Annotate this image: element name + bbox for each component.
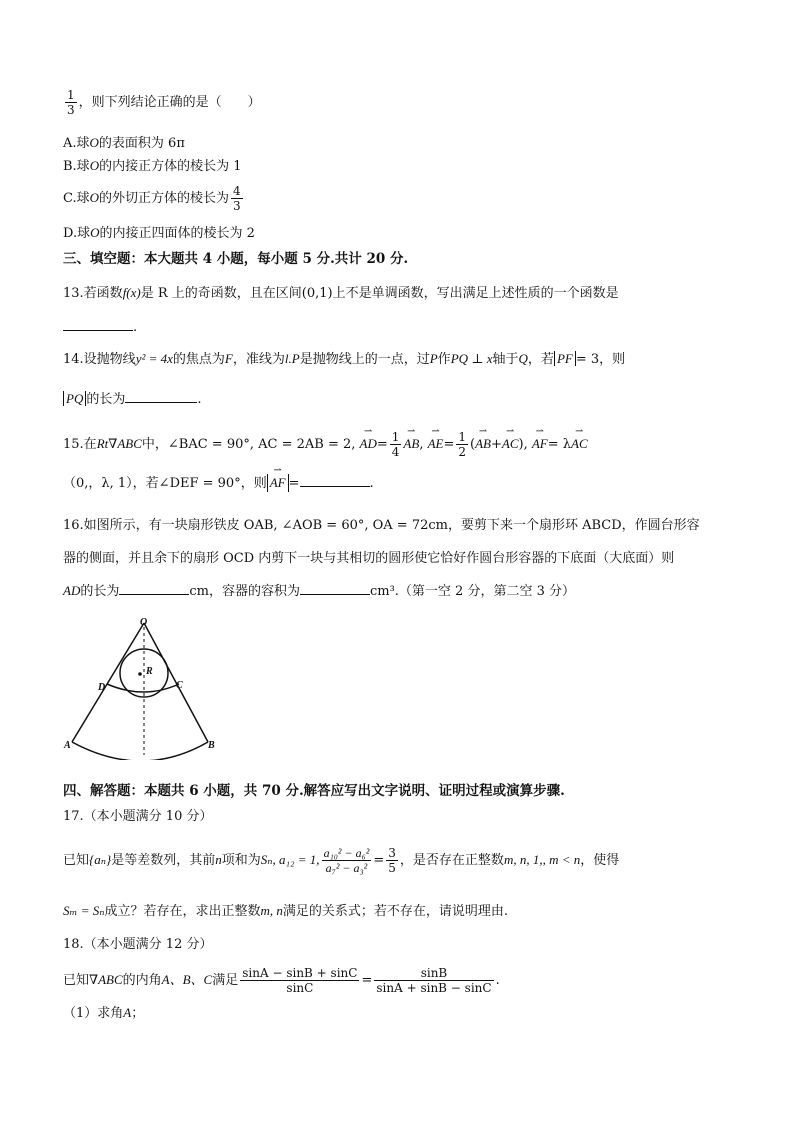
q17-l2a: Sₘ = Sₙ (63, 903, 105, 918)
figure-arc-ab (72, 742, 208, 760)
q12-optD-pre: D.球 (63, 226, 91, 241)
q14-PQabs: PQ (63, 391, 86, 406)
q12-optD-o: O (90, 225, 100, 240)
q18-header: 18.（本小题满分 12 分） (63, 937, 213, 952)
q17-fn: a₁₀² − a₆² (323, 846, 370, 860)
q18-ABC: A、B、C (161, 972, 213, 987)
q12-frac-den: 3 (67, 103, 75, 117)
q17-Sn: Sₙ, a₁₂ = 1, (260, 852, 320, 867)
q17-p1: 已知 (63, 853, 90, 868)
q15-frac1 (390, 430, 402, 459)
q17-fraction-a (322, 846, 372, 875)
q16-line3 (63, 582, 575, 601)
q15-p1: 15.在 (63, 437, 97, 452)
q14-p5: 作 (437, 352, 451, 367)
q15-f2d: 2 (458, 445, 467, 459)
q17-an: {aₙ} (89, 852, 112, 867)
q12-optA-post: 的表面积为 6π (98, 136, 185, 151)
q12-optA-pre: A.球 (63, 136, 90, 151)
q15-answer-line (63, 474, 374, 493)
q17-p4: ，是否存在正整数 (399, 853, 504, 868)
q16-blank-1[interactable] (119, 582, 189, 595)
q14-end: . (197, 392, 202, 407)
q15-AF: ⇀ AF (532, 435, 548, 453)
q17-fraction-b (386, 846, 398, 875)
figure-label-o: O (140, 617, 148, 628)
q12-optC-den: 3 (233, 199, 241, 213)
q13-answer-blank[interactable] (63, 318, 133, 331)
q14-lP: l.P (284, 351, 300, 366)
q15-f1d: 4 (391, 445, 400, 459)
q14-eq: y² = 4x (135, 351, 173, 366)
q12-option-d (63, 224, 255, 243)
q12-optC-fraction (231, 184, 243, 213)
q14-p9: 的长为 (86, 392, 126, 407)
figure-label-a: A (64, 740, 71, 751)
q15-stem: 15.在Rt∇ABC中，∠BAC = 90°, AC = 2AB = 2, ⇀ AD= $\frac{1}{4}$ ⇀ AB, ⇀ AE= $\frac{1}{2}$ (⇀ AB+⇀ AC), ⇀ AF= λ⇀ AC (63, 430, 588, 459)
q18-fn1: sinA − sinB + sinC (242, 966, 358, 980)
q14-p7: ，若 (527, 352, 554, 367)
q12-optA-o: O (89, 135, 99, 150)
q17-l2c: m, n (260, 903, 283, 918)
q17-mn: m, n, 1,, m < n (503, 852, 581, 867)
q13-p3: 上不是单调函数，写出满足上述性质的一个函数是 (332, 286, 619, 301)
q15-AFabs: ⇀ AF (267, 474, 289, 492)
q14-p2: 的焦点为 (172, 352, 225, 367)
q18-eq: = (361, 973, 373, 988)
q13-fx: f(x) (122, 285, 141, 300)
q18-p1: 已知 (63, 973, 90, 988)
q14-p1: 14.设抛物线 (63, 352, 136, 367)
q18-A: A (123, 1005, 132, 1020)
q18-part1 (63, 1004, 144, 1023)
q13-answer-line (63, 318, 137, 337)
q18-p2: 的内角 (122, 973, 162, 988)
q14-answer-line (63, 390, 202, 409)
figure-label-d: D (98, 682, 106, 693)
q14-Q: Q (518, 351, 528, 366)
q12-frac-num: 1 (67, 88, 75, 102)
q15-AC2: ⇀ AC (571, 435, 588, 453)
q17-n: n (215, 852, 222, 867)
q17-p3: 项和为 (221, 853, 261, 868)
q18-fd2: sinA + sinB − sinC (376, 981, 492, 995)
q18-end: . (495, 973, 500, 988)
q14-p6: 轴于 (492, 352, 519, 367)
section-3-title: 三、填空题：本大题共 4 小题，每小题 5 分.共计 20 分. (63, 251, 409, 267)
q16-p1: 的长为 (80, 584, 120, 599)
q12-optC-num: 4 (233, 184, 241, 198)
figure-center-dot (138, 672, 142, 676)
q17-line2 (63, 902, 508, 921)
q13-interval: (0,1) (301, 286, 333, 301)
q15-tri: Rt∇ABC (96, 436, 142, 451)
q18-fd1: sinC (286, 981, 314, 995)
q12-optC-o: O (89, 190, 100, 205)
q17-f2d: 5 (388, 861, 396, 875)
q18-fn2: sinB (374, 966, 493, 981)
q14-p3: ，准线为 (232, 352, 285, 367)
q12-optB-o: O (89, 158, 100, 173)
section-4-title: 四、解答题：本题共 6 小题，共 70 分.解答应写出文字说明、证明过程或演算步骤. (63, 783, 565, 799)
q17-stem (63, 846, 619, 875)
q14-p8: = 3，则 (575, 352, 626, 367)
q17-p2: 是等差数列，其前 (111, 853, 216, 868)
q12-optD-post: 的内接正四面体的棱长为 2 (99, 226, 255, 241)
q17-header: 17.（本小题满分 10 分） (63, 809, 213, 824)
q15-AE: ⇀ AE (428, 435, 444, 453)
q16-line1: 16.如图所示，有一块扇形铁皮 OAB, ∠AOB = 60°, OA = 72cm，要剪下来一个扇形环 ABCD，作圆台形容 (63, 518, 700, 533)
q12-fraction (65, 88, 77, 117)
q18-p3: 满足 (212, 973, 239, 988)
q16-blank-2[interactable] (300, 582, 370, 595)
q14-PF: PF (554, 351, 576, 366)
figure-label-b: B (208, 740, 215, 751)
q15-AB2: ⇀ AB (475, 435, 491, 453)
q15-f1n: 1 (391, 430, 400, 444)
q15-lam: = λ (547, 437, 572, 452)
q13-stem (63, 284, 619, 303)
q18-fraction-left (240, 966, 359, 995)
q17-p5: ，使得 (580, 853, 620, 868)
q13-p1: 13.若函数 (63, 286, 123, 301)
q17-f2n: 3 (388, 846, 396, 860)
sector-figure (60, 615, 230, 760)
q14-p4: 是抛物线上的一点，过 (299, 352, 430, 367)
q12-optB-pre: B.球 (63, 159, 90, 174)
q15-AC: ⇀ AC (502, 435, 519, 453)
q12-option-b (63, 157, 241, 176)
q17-fd: a₇² − a₃² (325, 861, 368, 875)
q15-frac2 (456, 430, 468, 459)
q16-p2: cm，容器的容积为 (189, 584, 300, 599)
q14-PQ: PQ ⊥ x (450, 351, 493, 366)
figure-label-r: R (146, 666, 153, 677)
q13-p2: 是 R 上的奇函数，且在区间 (140, 286, 302, 301)
q15-eq1: = (376, 437, 388, 452)
q15-line2a: （0,，λ, 1），若∠DEF = 90°，则 (63, 476, 267, 491)
q12-optB-post: 的内接正方体的棱长为 1 (99, 159, 242, 174)
q17-eq: = (373, 853, 385, 868)
q15-line2b: = (288, 476, 300, 491)
q15-AB: ⇀ AB (403, 435, 419, 453)
figure-label-c: C (176, 680, 183, 691)
q12-tail-text: ，则下列结论正确的是（ ） (78, 95, 261, 110)
q12-optC-pre: C.球 (63, 191, 90, 206)
q18-sub1end: ； (131, 1006, 145, 1021)
q14-F: F (224, 351, 233, 366)
q12-option-c (63, 184, 245, 213)
q14-stem (63, 350, 625, 369)
q18-fraction-right (374, 966, 493, 995)
q15-answer-blank[interactable] (300, 474, 370, 487)
q15-AD: ⇀ AD (360, 435, 377, 453)
q18-tri: ∇ABC (89, 972, 123, 987)
q14-P: P (429, 351, 438, 366)
q16-line2: 器的侧面，并且余下的扇形 OCD 内剪下一块与其相切的圆形使它恰好作圆台形容器的下底面（大底面）则 (63, 551, 675, 566)
q12-stem-tail (63, 88, 261, 117)
figure-arc-dc (107, 684, 179, 692)
q12-optC-post: 的外切正方体的棱长为 (99, 191, 230, 206)
q17-l2d: 满足的关系式；若不存在，请说明理由. (282, 904, 509, 919)
q18-stem (63, 966, 500, 995)
q16-p3: cm³.（第一空 2 分，第二空 3 分） (369, 584, 575, 599)
figure-edge-oa (72, 623, 144, 742)
q12-option-a (63, 134, 185, 153)
q13-end: . (133, 320, 138, 335)
q16-AD: AD (63, 583, 81, 598)
q15-p2: 中，∠BAC = 90°, AC = 2AB = 2, (141, 437, 356, 452)
q14-answer-blank[interactable] (125, 390, 197, 403)
q18-sub1: （1）求角 (63, 1006, 124, 1021)
q15-end: . (369, 476, 374, 491)
q17-l2b: 成立？若存在，求出正整数 (104, 904, 261, 919)
q15-f2n: 1 (458, 430, 467, 444)
